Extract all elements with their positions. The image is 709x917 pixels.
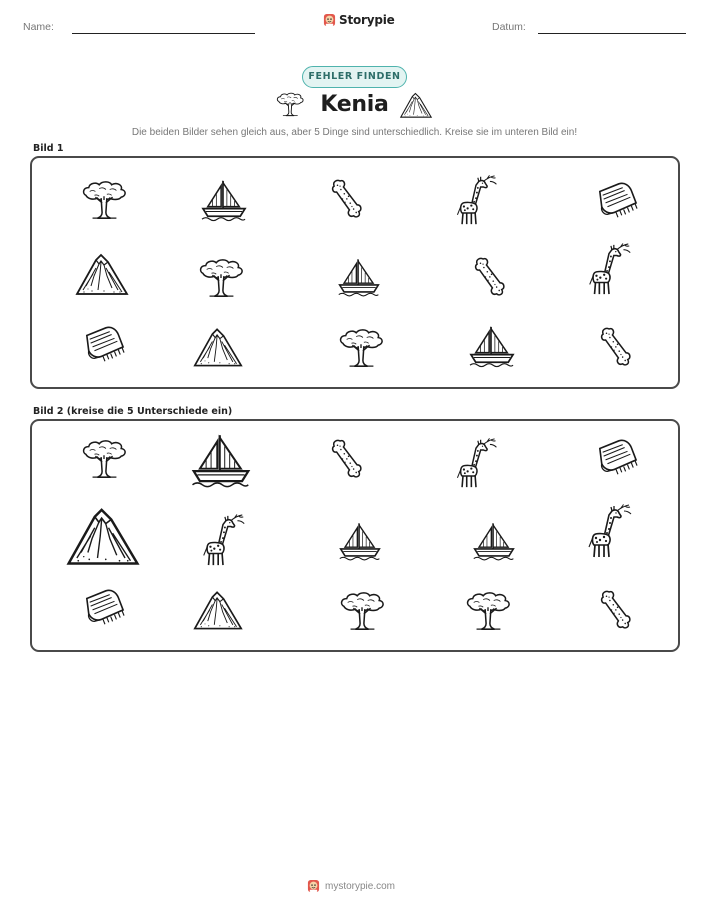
- acacia-tree-icon: [337, 328, 385, 370]
- mountain-icon: [192, 587, 244, 633]
- blanket-icon: [79, 324, 129, 366]
- mountain-icon: [399, 90, 433, 120]
- date-label: Datum:: [492, 21, 526, 33]
- giraffe-icon: [451, 437, 501, 489]
- mountain-icon: [64, 503, 142, 569]
- blanket-icon: [79, 587, 129, 629]
- footer: [307, 879, 395, 893]
- worksheet-type-badge: FEHLER FINDEN: [302, 66, 407, 88]
- bone-icon: [598, 322, 632, 370]
- picture-2-panel: [30, 419, 680, 652]
- brand-header: [323, 13, 395, 27]
- mountain-icon: [74, 250, 130, 298]
- sailboat-icon: [472, 519, 516, 563]
- bone-icon: [472, 252, 506, 300]
- acacia-tree-icon: [464, 591, 512, 633]
- storypie-logo-icon: [323, 13, 336, 27]
- title-row: [0, 90, 709, 124]
- name-label: Name:: [23, 21, 54, 33]
- bone-icon: [329, 174, 363, 222]
- giraffe-icon: [451, 174, 501, 226]
- sailboat-icon: [200, 178, 248, 222]
- acacia-tree-icon: [80, 439, 128, 481]
- sailboat-icon: [338, 519, 382, 563]
- blanket-icon: [592, 437, 642, 479]
- date-line: [538, 33, 686, 34]
- mountain-icon: [192, 324, 244, 370]
- instructions: Die beiden Bilder sehen gleich aus, aber 5 Dinge sind unterschiedlich. Kreise sie im unteren Bild ein!: [131, 127, 578, 138]
- acacia-tree-icon: [338, 591, 386, 633]
- sailboat-icon: [468, 324, 516, 368]
- picture-1-label: Bild 1: [33, 143, 64, 154]
- giraffe-icon: [198, 513, 248, 567]
- giraffe-icon: [584, 503, 634, 559]
- acacia-tree-icon: [197, 258, 245, 300]
- giraffe-icon: [584, 242, 634, 296]
- bone-icon: [598, 585, 632, 633]
- bone-icon: [329, 433, 363, 483]
- picture-1-panel: [30, 156, 680, 389]
- sailboat-icon: [190, 429, 252, 491]
- name-line: [72, 33, 255, 34]
- storypie-logo-icon: [307, 879, 320, 893]
- brand-name: Storypie: [339, 13, 395, 27]
- picture-2-label: Bild 2 (kreise die 5 Unterschiede ein): [33, 406, 233, 417]
- sailboat-icon: [337, 256, 381, 298]
- page-title: Kenia: [320, 92, 389, 117]
- blanket-icon: [592, 180, 642, 222]
- acacia-tree-icon: [80, 180, 128, 222]
- footer-url[interactable]: mystorypie.com: [325, 880, 396, 892]
